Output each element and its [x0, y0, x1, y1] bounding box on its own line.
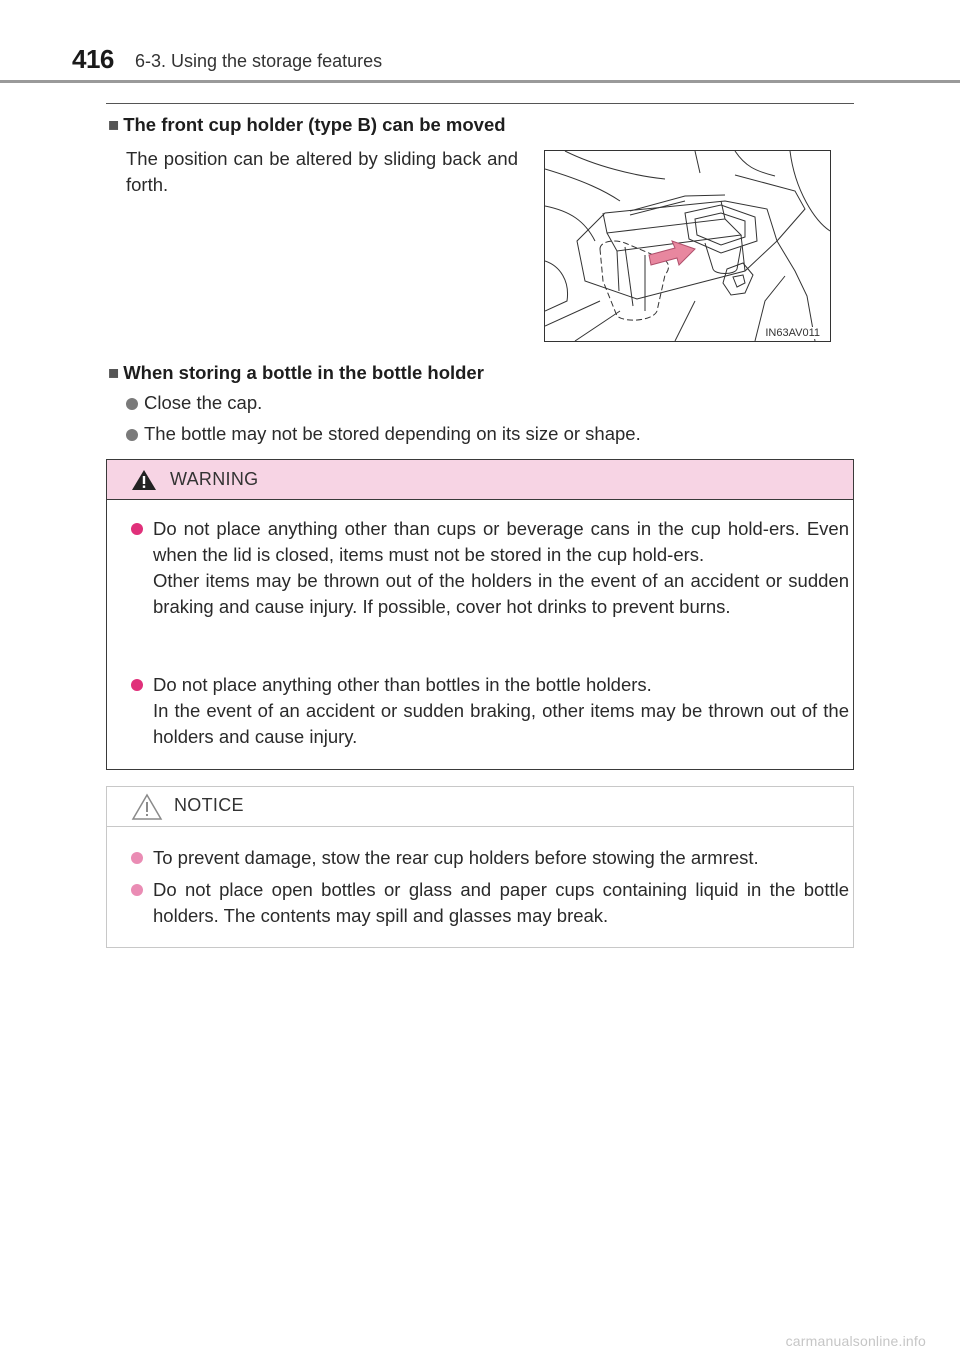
page-header — [0, 0, 960, 86]
warning-item-detail: Other items may be thrown out of the holders in the event of an accident or sudden braking and cause injury. If possible, cover hot drinks to prevent burns. — [153, 570, 849, 617]
console-drawing — [545, 151, 830, 341]
bullet-icon — [126, 429, 138, 441]
bullet-icon — [131, 852, 143, 864]
page-number: 416 — [72, 44, 114, 74]
bullet-text: Close the cap. — [144, 392, 263, 413]
warning-item-text: Do not place anything other than cups or beverage cans in the cup hold-ers. Even when the lid is closed, items must not be stored in the cup hold-ers. — [153, 518, 849, 565]
notice-title: NOTICE — [174, 795, 244, 815]
square-marker-icon: ■ — [108, 362, 120, 383]
cup-holder-heading-text: The front cup holder (type B) can be moved — [123, 114, 506, 135]
warning-triangle-icon — [131, 469, 157, 491]
content-divider — [106, 103, 854, 104]
bullet-icon — [131, 884, 143, 896]
square-marker-icon: ■ — [108, 114, 120, 135]
notice-box — [106, 786, 854, 948]
warning-title: WARNING — [170, 469, 259, 489]
outline-warning-triangle-icon — [131, 793, 163, 821]
cup-holder-description: The position can be altered by sliding back and forth. — [126, 148, 518, 195]
bullet-text: The bottle may not be stored depending on its size or shape. — [144, 423, 641, 444]
cup-holder-illustration — [544, 150, 831, 342]
warning-box — [106, 459, 854, 770]
notice-item-text: Do not place open bottles or glass and paper cups containing liquid in the bottle holders. The contents may spill and glasses may break. — [153, 879, 849, 926]
bullet-close-cap — [126, 392, 262, 414]
bullet-icon — [131, 523, 143, 535]
watermark: carmanualsonline.info — [785, 1333, 926, 1349]
slide-arrow-icon — [649, 241, 695, 265]
bullet-icon — [126, 398, 138, 410]
warning-item-text: Do not place anything other than bottles in the bottle holders. — [153, 674, 652, 695]
notice-item-open-bottles — [131, 877, 849, 929]
warning-item-bottle-holders — [131, 672, 849, 750]
header-divider — [0, 80, 960, 83]
notice-header — [107, 787, 853, 827]
figure-code: IN63AV011 — [765, 327, 820, 339]
bullet-icon — [131, 679, 143, 691]
bottle-holder-heading-text: When storing a bottle in the bottle holder — [123, 362, 484, 383]
cup-holder-heading — [108, 114, 506, 136]
warning-item-cup-holders — [131, 516, 849, 620]
section-title: 6-3. Using the storage features — [135, 51, 383, 71]
bullet-bottle-size — [126, 423, 641, 445]
notice-item-text: To prevent damage, stow the rear cup holders before stowing the armrest. — [153, 847, 759, 868]
notice-item-rear-cup-holders — [131, 845, 849, 871]
warning-item-detail: In the event of an accident or sudden braking, other items may be thrown out of the holders and cause injury. — [153, 700, 849, 747]
warning-header — [107, 460, 853, 500]
bottle-holder-heading — [108, 362, 484, 384]
